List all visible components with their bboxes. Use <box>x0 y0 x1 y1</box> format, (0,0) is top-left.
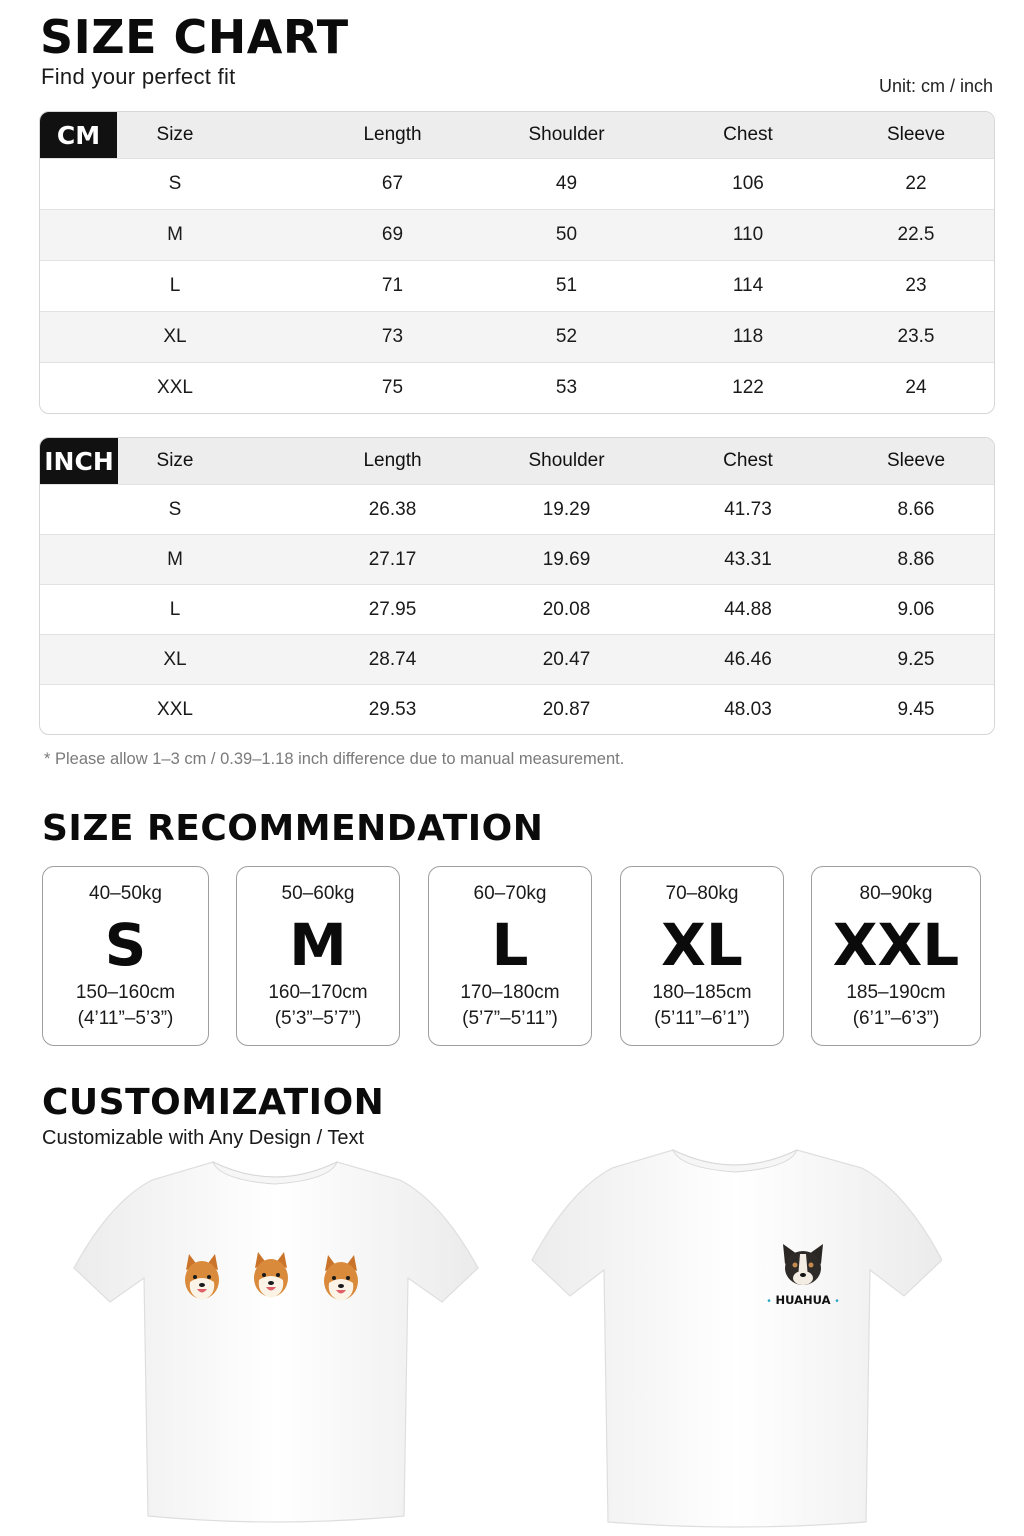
cell-size: XXL <box>40 363 310 414</box>
column-header-size: Size <box>40 438 310 485</box>
cell-size: L <box>40 585 310 635</box>
size-letter: XL <box>661 911 743 979</box>
cell-shoulder: 19.69 <box>475 535 658 585</box>
cell-chest: 106 <box>658 159 838 210</box>
size-recommendation-title: SIZE RECOMMENDATION <box>42 808 544 849</box>
column-header-sleeve: Sleeve <box>838 112 994 159</box>
height-range: 170–180cm <box>460 982 560 1003</box>
cell-sleeve: 8.86 <box>838 535 994 585</box>
cell-length: 75 <box>310 363 475 414</box>
size-letter: XXL <box>832 911 960 979</box>
table-row <box>40 261 994 312</box>
inch-size-table <box>39 437 995 735</box>
cell-shoulder: 20.47 <box>475 635 658 685</box>
cell-shoulder: 20.87 <box>475 685 658 735</box>
cell-chest: 44.88 <box>658 585 838 635</box>
cell-shoulder: 53 <box>475 363 658 414</box>
cell-chest: 110 <box>658 210 838 261</box>
cell-sleeve: 8.66 <box>838 485 994 535</box>
table-row <box>40 685 994 735</box>
recommendation-card-xl <box>620 866 784 1046</box>
column-header-shoulder: Shoulder <box>475 112 658 159</box>
cell-length: 27.17 <box>310 535 475 585</box>
cell-shoulder: 20.08 <box>475 585 658 635</box>
cell-chest: 122 <box>658 363 838 414</box>
cell-sleeve: 22.5 <box>838 210 994 261</box>
cell-shoulder: 50 <box>475 210 658 261</box>
recommendation-card-l <box>428 866 592 1046</box>
cell-sleeve: 9.25 <box>838 635 994 685</box>
cell-size: L <box>40 261 310 312</box>
weight-range: 50–60kg <box>281 883 355 904</box>
pet-name-text: HUAHUA <box>775 1293 831 1307</box>
cell-chest: 118 <box>658 312 838 363</box>
recommendation-card-s <box>42 866 209 1046</box>
height-range-imperial: (5’3”–5’7”) <box>274 1008 362 1029</box>
height-range: 160–170cm <box>268 982 368 1003</box>
weight-range: 80–90kg <box>859 883 933 904</box>
table-header-row <box>40 112 994 159</box>
column-header-sleeve: Sleeve <box>838 438 994 485</box>
cell-sleeve: 22 <box>838 159 994 210</box>
cell-length: 29.53 <box>310 685 475 735</box>
weight-range: 70–80kg <box>665 883 739 904</box>
cell-sleeve: 23 <box>838 261 994 312</box>
cell-sleeve: 9.06 <box>838 585 994 635</box>
cell-size: S <box>40 485 310 535</box>
table-header-row <box>40 438 994 485</box>
cell-shoulder: 49 <box>475 159 658 210</box>
height-range-imperial: (6’1”–6’3”) <box>852 1008 940 1029</box>
cell-chest: 43.31 <box>658 535 838 585</box>
customization-subtitle: Customizable with Any Design / Text <box>42 1127 365 1149</box>
customization-title: CUSTOMIZATION <box>42 1082 385 1123</box>
height-range-imperial: (5’11”–6’1”) <box>654 1008 750 1029</box>
table-row <box>40 585 994 635</box>
cell-sleeve: 23.5 <box>838 312 994 363</box>
column-header-length: Length <box>310 438 475 485</box>
cell-chest: 41.73 <box>658 485 838 535</box>
recommendation-card-xxl <box>811 866 981 1046</box>
cell-size: M <box>40 210 310 261</box>
cell-sleeve: 9.45 <box>838 685 994 735</box>
cell-size: M <box>40 535 310 585</box>
weight-range: 40–50kg <box>89 883 162 904</box>
table-row <box>40 485 994 535</box>
page-title: SIZE CHART <box>40 10 349 64</box>
cell-shoulder: 51 <box>475 261 658 312</box>
height-range: 180–185cm <box>652 982 752 1003</box>
column-header-length: Length <box>310 112 475 159</box>
cm-size-table <box>39 111 995 414</box>
unit-note: Unit: cm / inch <box>878 76 993 96</box>
table-row <box>40 535 994 585</box>
size-letter: L <box>491 911 529 979</box>
cell-length: 71 <box>310 261 475 312</box>
cell-length: 73 <box>310 312 475 363</box>
cell-sleeve: 24 <box>838 363 994 414</box>
cell-shoulder: 52 <box>475 312 658 363</box>
column-header-chest: Chest <box>658 112 838 159</box>
label-dot-right: • <box>835 1296 839 1307</box>
cell-chest: 46.46 <box>658 635 838 685</box>
label-dot-left: • <box>767 1296 771 1307</box>
tshirt-body <box>532 1150 942 1527</box>
table-row <box>40 312 994 363</box>
height-range-imperial: (4’11”–5’3”) <box>77 1008 174 1029</box>
tshirt-pet-name-design-image <box>528 1140 942 1530</box>
size-letter: S <box>104 911 147 979</box>
cell-length: 67 <box>310 159 475 210</box>
cell-length: 26.38 <box>310 485 475 535</box>
cell-length: 69 <box>310 210 475 261</box>
column-header-size: Size <box>40 112 310 159</box>
page-subtitle: Find your perfect fit <box>41 64 236 89</box>
inch-unit-badge: INCH <box>40 438 118 484</box>
table-row <box>40 363 994 414</box>
size-letter: M <box>289 911 347 979</box>
column-header-shoulder: Shoulder <box>475 438 658 485</box>
cell-chest: 48.03 <box>658 685 838 735</box>
weight-range: 60–70kg <box>473 883 547 904</box>
cell-length: 28.74 <box>310 635 475 685</box>
cell-shoulder: 19.29 <box>475 485 658 535</box>
cell-length: 27.95 <box>310 585 475 635</box>
recommendation-card-m <box>236 866 400 1046</box>
cell-chest: 114 <box>658 261 838 312</box>
height-range: 185–190cm <box>846 982 946 1003</box>
table-row <box>40 635 994 685</box>
tshirt-body <box>74 1162 478 1522</box>
height-range: 150–160cm <box>75 982 176 1003</box>
cell-size: XL <box>40 635 310 685</box>
table-row <box>40 210 994 261</box>
cell-size: S <box>40 159 310 210</box>
tshirt-shiba-design-image <box>70 1150 480 1530</box>
measurement-footnote: * Please allow 1–3 cm / 0.39–1.18 inch difference due to manual measurement. <box>44 750 625 768</box>
cm-unit-badge: CM <box>40 112 117 158</box>
column-header-chest: Chest <box>658 438 838 485</box>
cell-size: XL <box>40 312 310 363</box>
height-range-imperial: (5’7”–5’11”) <box>462 1008 558 1029</box>
cell-size: XXL <box>40 685 310 735</box>
table-row <box>40 159 994 210</box>
